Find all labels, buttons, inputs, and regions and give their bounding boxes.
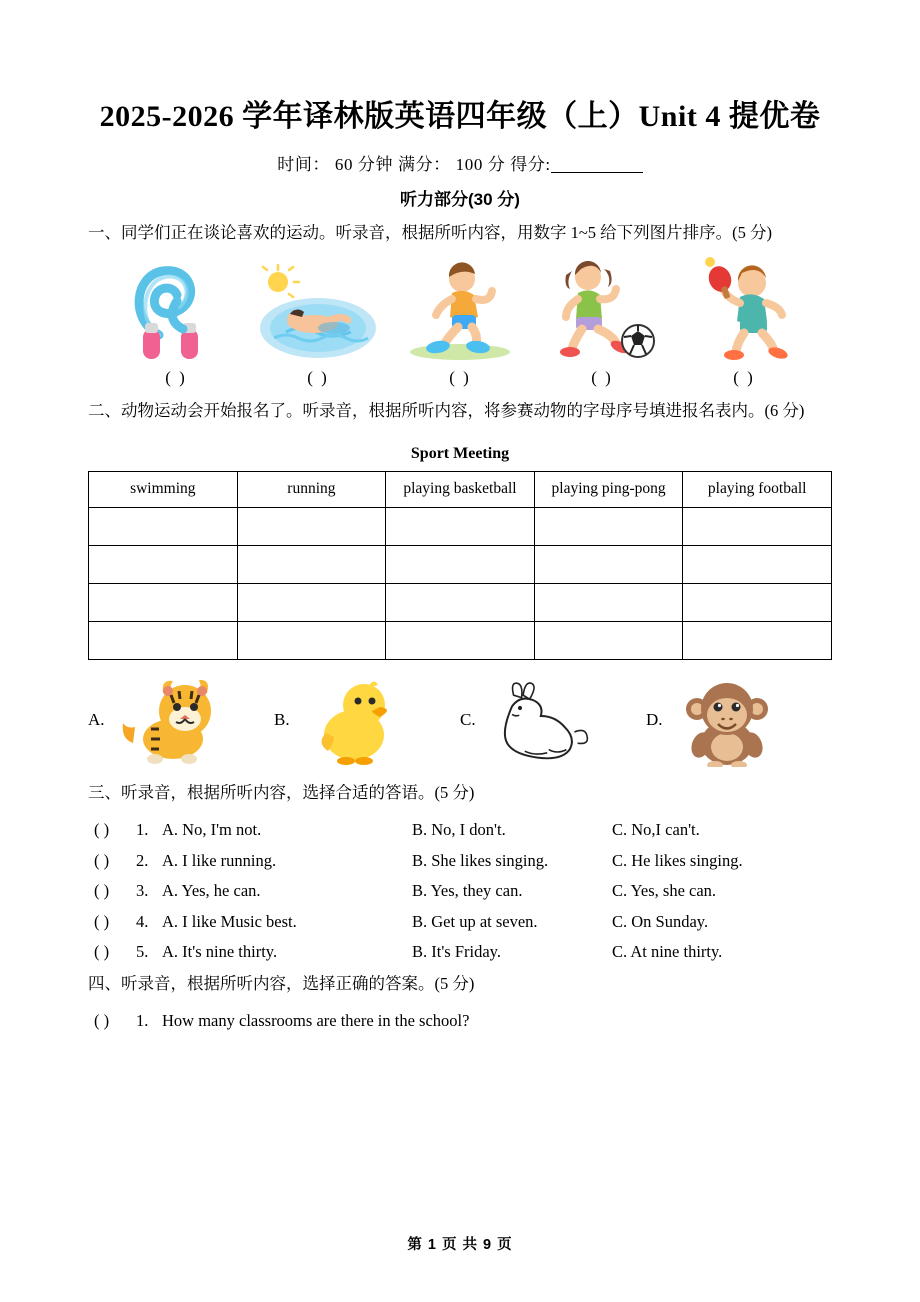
tiger-icon — [109, 670, 229, 770]
table-cell[interactable] — [237, 621, 386, 659]
score-blank — [551, 172, 643, 173]
q3-item-5 — [88, 944, 832, 961]
table-cell[interactable] — [89, 583, 238, 621]
animal-option-a — [88, 670, 274, 770]
q3-item-1 — [88, 822, 832, 839]
answer-bracket[interactable]: ( ) — [94, 881, 110, 901]
animal-option-row — [88, 670, 832, 770]
picture-cell-jump-rope — [110, 254, 242, 388]
question-1-picture-row — [88, 254, 832, 388]
table-row — [89, 621, 832, 659]
option-b[interactable]: B. No, I don't. — [412, 820, 506, 840]
ping-pong-icon — [678, 254, 810, 362]
item-number: 1. — [136, 1011, 149, 1031]
table-header-basketball: playing basketball — [386, 471, 535, 507]
exam-meta-text: 时间： 60 分钟 满分： 100 分 得分: — [277, 154, 551, 174]
answer-bracket[interactable]: ( ) — [94, 850, 110, 870]
bracket-3: ( ) — [449, 368, 471, 388]
animal-option-c — [460, 670, 646, 770]
item-number: 5. — [136, 942, 149, 962]
table-cell[interactable] — [683, 621, 832, 659]
item-number: 4. — [136, 911, 149, 931]
question-2-text: 二、动物运动会开始报名了。听录音，根据所听内容，将参赛动物的字母序号填进报名表内。(6 分) — [88, 401, 805, 421]
football-icon — [536, 254, 668, 362]
footer-text: 第 1 页 共 9 页 — [407, 1237, 513, 1253]
item-number: 2. — [136, 850, 149, 870]
option-c[interactable]: C. On Sunday. — [612, 911, 709, 931]
table-row — [89, 583, 832, 621]
table-cell[interactable] — [386, 507, 535, 545]
page-title: 2025-2026 学年译林版英语四年级（上）Unit 4 提优卷 — [99, 100, 821, 133]
animal-letter-c: C. — [460, 709, 476, 729]
option-b[interactable]: B. Yes, they can. — [412, 881, 523, 901]
option-c[interactable]: C. No,I can't. — [612, 820, 700, 840]
table-header-running: running — [237, 471, 386, 507]
option-a[interactable]: A. I like running. — [162, 850, 277, 870]
table-header-swimming: swimming — [89, 471, 238, 507]
table-cell[interactable] — [534, 545, 683, 583]
q3-item-3 — [88, 883, 832, 900]
animal-option-d — [646, 670, 832, 770]
table-cell[interactable] — [237, 583, 386, 621]
bracket-2: ( ) — [307, 368, 329, 388]
table-header-football: playing football — [683, 471, 832, 507]
table-header-pingpong: playing ping-pong — [534, 471, 683, 507]
bracket-4: ( ) — [591, 368, 613, 388]
sport-meeting-table — [88, 471, 832, 660]
option-b[interactable]: B. Get up at seven. — [412, 911, 538, 931]
jump-rope-icon — [110, 254, 242, 362]
picture-cell-football — [536, 254, 668, 388]
answer-bracket[interactable]: ( ) — [94, 911, 110, 931]
picture-cell-swimming — [252, 254, 384, 388]
animal-option-b — [274, 670, 460, 770]
table-cell[interactable] — [386, 621, 535, 659]
table-cell[interactable] — [534, 507, 683, 545]
answer-bracket[interactable]: ( ) — [94, 820, 110, 840]
table-header-row — [89, 471, 832, 507]
question-stem: How many classrooms are there in the school? — [162, 1011, 470, 1031]
exam-meta — [88, 150, 832, 175]
option-c[interactable]: C. He likes singing. — [612, 850, 743, 870]
page-footer — [0, 1233, 920, 1254]
table-cell[interactable] — [89, 507, 238, 545]
table-cell[interactable] — [237, 507, 386, 545]
option-a[interactable]: A. No, I'm not. — [162, 820, 262, 840]
monkey-icon — [667, 670, 787, 770]
rabbit-icon — [480, 670, 600, 770]
question-3-text: 三、听录音，根据所听内容，选择合适的答语。(5 分) — [88, 782, 475, 802]
q3-item-2 — [88, 850, 832, 870]
answer-bracket[interactable]: ( ) — [94, 942, 110, 962]
table-cell[interactable] — [683, 545, 832, 583]
table-row — [89, 545, 832, 583]
table-cell[interactable] — [89, 621, 238, 659]
picture-cell-ping-pong — [678, 254, 810, 388]
question-1-text: 一、同学们正在谈论喜欢的运动。听录音，根据所听内容，用数字 1~5 给下列图片排序。(5 分) — [88, 222, 773, 242]
option-a[interactable]: A. Yes, he can. — [162, 881, 261, 901]
swimming-icon — [252, 254, 384, 362]
duck-icon — [294, 670, 414, 770]
animal-letter-b: B. — [274, 709, 290, 729]
option-c[interactable]: C. At nine thirty. — [612, 942, 723, 962]
option-b[interactable]: B. She likes singing. — [412, 850, 549, 870]
table-row — [89, 507, 832, 545]
answer-bracket[interactable]: ( ) — [94, 1011, 110, 1031]
table-cell[interactable] — [534, 621, 683, 659]
option-a[interactable]: A. It's nine thirty. — [162, 942, 278, 962]
table-cell[interactable] — [534, 583, 683, 621]
picture-cell-running — [394, 254, 526, 388]
animal-letter-a: A. — [88, 709, 105, 729]
table-cell[interactable] — [386, 583, 535, 621]
table-cell[interactable] — [683, 583, 832, 621]
question-4-text: 四、听录音，根据所听内容，选择正确的答案。(5 分) — [88, 973, 475, 993]
q4-item-1 — [88, 1013, 832, 1030]
table-cell[interactable] — [683, 507, 832, 545]
table-cell[interactable] — [386, 545, 535, 583]
listening-section-title: 听力部分(30 分) — [400, 189, 520, 209]
q3-item-4 — [88, 911, 832, 931]
bracket-1: ( ) — [165, 368, 187, 388]
running-icon — [394, 254, 526, 362]
option-a[interactable]: A. I like Music best. — [162, 911, 297, 931]
item-number: 3. — [136, 881, 149, 901]
item-number: 1. — [136, 820, 149, 840]
table-cell[interactable] — [237, 545, 386, 583]
option-c[interactable]: C. Yes, she can. — [612, 881, 717, 901]
table-cell[interactable] — [89, 545, 238, 583]
bracket-5: ( ) — [733, 368, 755, 388]
animal-letter-d: D. — [646, 709, 663, 729]
sport-meeting-title: Sport Meeting — [410, 444, 510, 462]
option-b[interactable]: B. It's Friday. — [412, 942, 501, 962]
